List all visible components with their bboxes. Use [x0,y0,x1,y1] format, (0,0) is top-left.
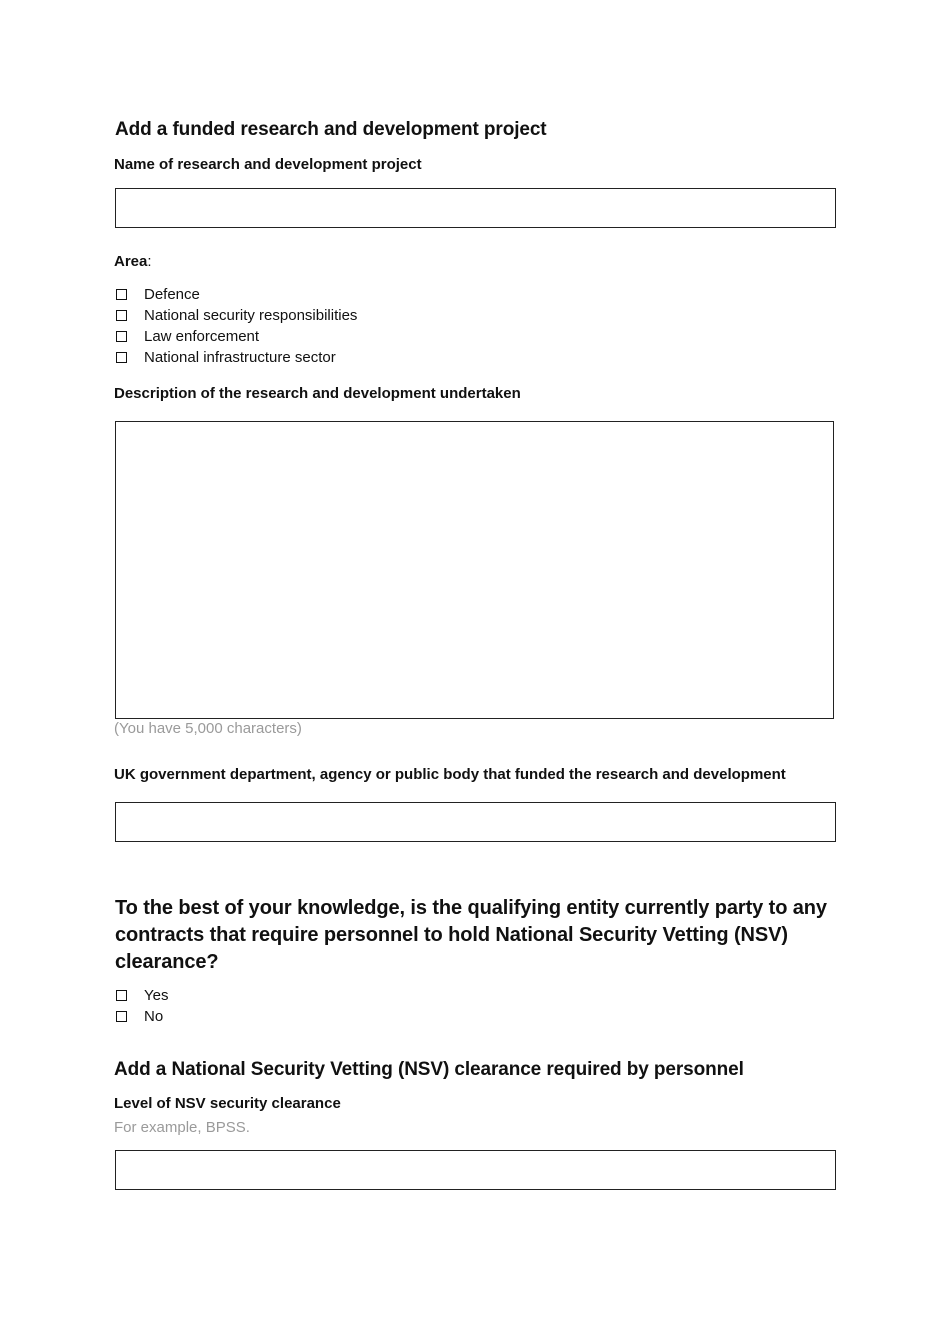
area-option-defence[interactable] [116,284,357,305]
checkbox-icon[interactable] [116,990,127,1001]
checkbox-icon[interactable] [116,352,127,363]
area-option-national-security[interactable] [116,305,357,326]
area-option-label: National security responsibilities [144,307,358,324]
nsv-level-input[interactable] [115,1150,836,1190]
checkbox-icon[interactable] [116,1011,127,1022]
nsv-question-title: To the best of your knowledge, is the qualifying entity currently party to any contracts that require personnel to hold National Security Vetting (NSV) clearance? [115,897,827,973]
project-name-input[interactable] [115,188,836,228]
area-option-label: Defence [144,286,200,303]
character-count: (You have 5,000 characters) [114,720,302,737]
option-label: No [144,1008,164,1025]
rd-section-title: Add a funded research and development project [115,119,547,140]
area-option-law-enforcement[interactable] [116,326,357,347]
nsv-level-hint: For example, BPSS. [114,1119,250,1136]
area-label [114,253,152,270]
area-label-text: Area [114,253,148,270]
project-name-label: Name of research and development project [114,156,422,173]
description-label: Description of the research and development undertaken [114,385,521,402]
checkbox-icon[interactable] [116,310,127,321]
option-no[interactable] [116,1006,168,1027]
nsv-question-options [116,985,168,1027]
nsv-section-title: Add a National Security Vetting (NSV) clearance required by personnel [114,1059,744,1080]
funder-input[interactable] [115,802,836,842]
funder-label: UK government department, agency or public body that funded the research and development [114,766,786,783]
option-label: Yes [144,987,169,1004]
area-option-label: National infrastructure sector [144,349,336,366]
checkbox-icon[interactable] [116,289,127,300]
area-label-colon: : [147,253,152,270]
description-textarea[interactable] [115,421,834,719]
nsv-level-label: Level of NSV security clearance [114,1095,341,1112]
option-yes[interactable] [116,985,168,1006]
area-option-label: Law enforcement [144,328,260,345]
area-options [116,284,357,368]
area-option-national-infrastructure[interactable] [116,347,357,368]
checkbox-icon[interactable] [116,331,127,342]
